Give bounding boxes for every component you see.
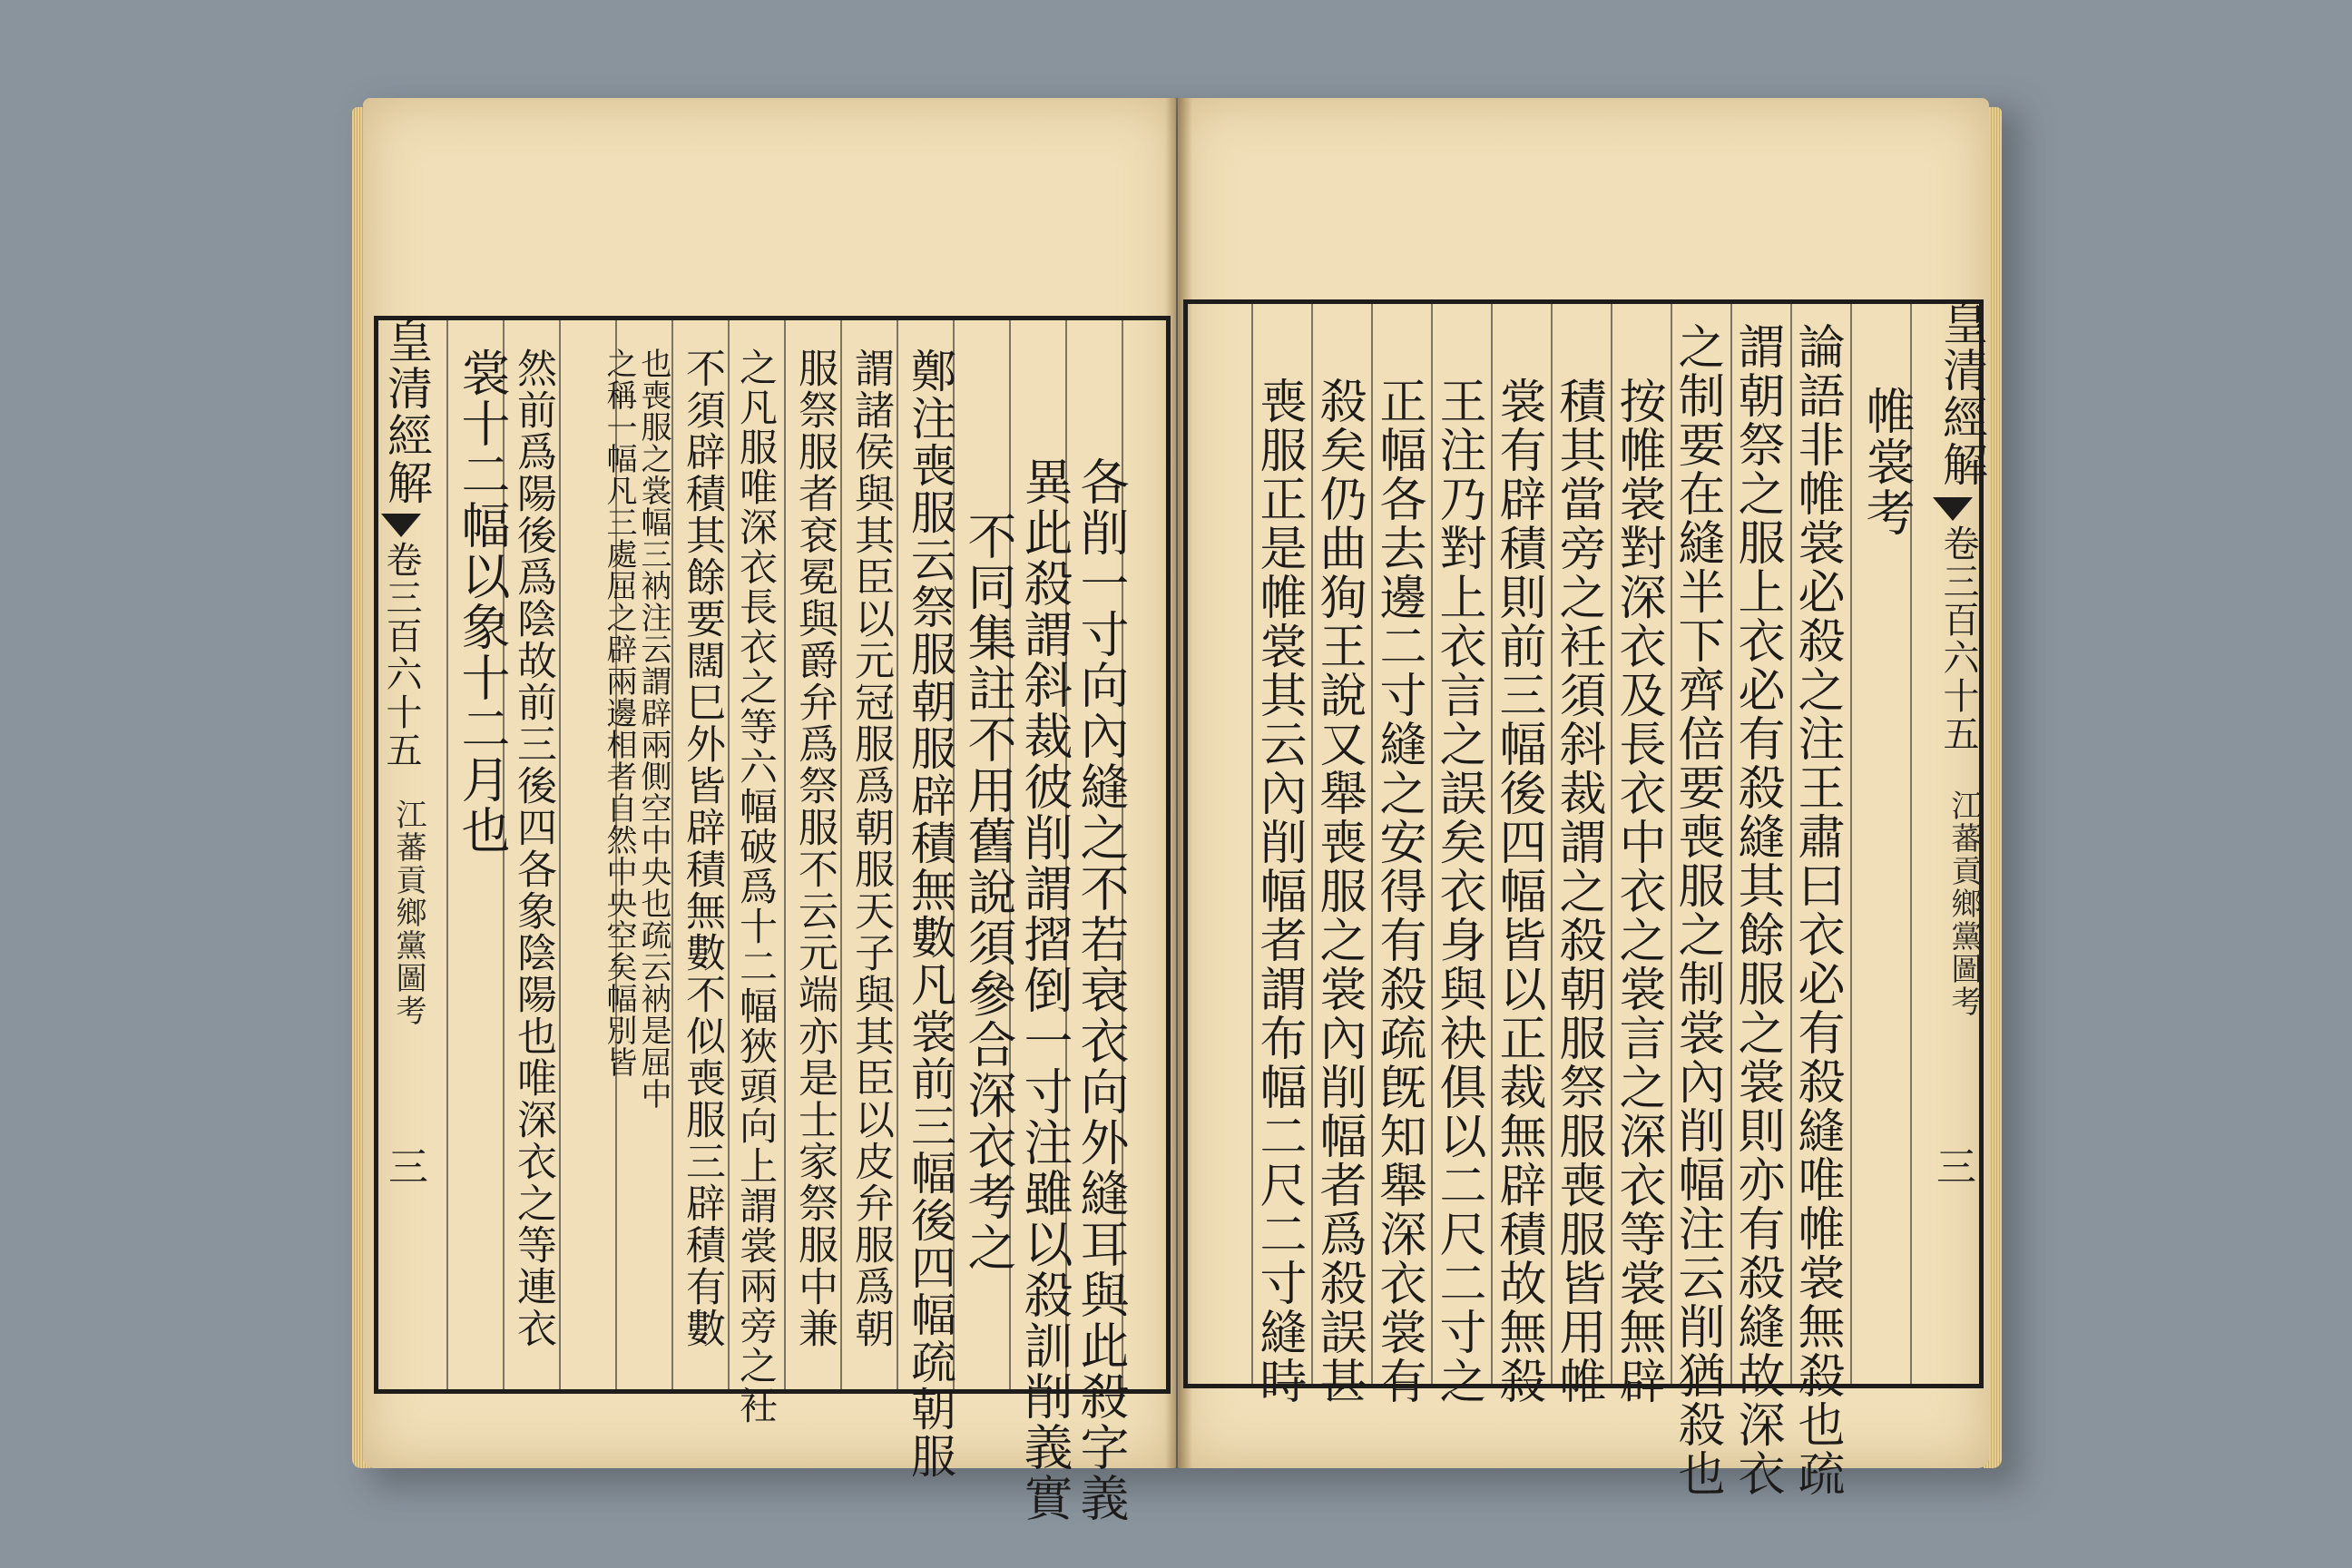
right-col-5: 積其當旁之衽須斜裁謂之殺朝服祭服喪服皆用帷 xyxy=(1551,377,1605,1406)
left-col-11: 然前爲陽後爲陰故前三後四各象陰陽也唯深衣之等連衣 xyxy=(510,348,556,1349)
left-margin-subtitle: 江蕃貢鄉黨圖考 xyxy=(390,799,426,1027)
right-col-6: 裳有辟積則前三幅後四幅皆以正裁無辟積故無殺 xyxy=(1491,377,1545,1406)
right-col-10: 喪服正是帷裳其云內削幅者謂布幅二尺二寸縫時 xyxy=(1251,377,1306,1406)
right-col-2: 謂朝祭之服上衣必有殺縫其餘服之裳則亦有殺縫故深衣 xyxy=(1730,322,1784,1498)
left-text-frame xyxy=(374,316,1171,1524)
right-col-3: 之制要在縫半下齊倍要喪服之制裳內削幅注云削猶殺也 xyxy=(1670,322,1724,1498)
left-col-9: 也喪服之裳幅三衲注云謂辟兩側空中央也疏云衲是屈中 xyxy=(635,348,671,1110)
left-col-3: 不同集註不用舊說須參合深衣考之 xyxy=(960,511,1017,1273)
left-col-2: 異此殺謂斜裁彼削謂摺倒一寸注雖以殺訓削義實 xyxy=(1016,456,1073,1524)
right-text-frame xyxy=(1183,299,1984,1498)
left-col-8: 不須辟積其餘要闊巳外皆辟積無數不似喪服三辟積有數 xyxy=(679,348,725,1349)
left-col-4: 鄭注喪服云祭服朝服辟積無數凡裳前三幅後四幅疏朝服 xyxy=(904,348,956,1480)
left-col-6: 服祭服者袞冕與爵弁爲祭服不云元端亦是士家祭服中兼 xyxy=(791,348,838,1349)
right-page-number: 三 xyxy=(1936,1144,1976,1191)
left-margin-title: 皇清經解 xyxy=(380,318,433,506)
right-fishtail-mark xyxy=(1933,497,1973,521)
right-col-4: 按帷裳對深衣及長衣中衣之裳言之深衣等裳無辟 xyxy=(1611,377,1665,1406)
right-margin-volume: 卷三百六十五 xyxy=(1937,524,1979,753)
right-margin-subtitle: 江蕃貢鄉黨圖考 xyxy=(1945,789,1982,1018)
left-col-1: 各削一寸向內縫之不若衰衣向外縫耳與此殺字義 xyxy=(1073,456,1130,1524)
left-col-7: 之凡服唯深衣長衣之等六幅破爲十二幅狹頭向上謂裳兩旁之衽 xyxy=(734,348,779,1426)
right-col-1: 論語非帷裳必殺之注王肅曰衣必有殺縫唯帷裳無殺也疏 xyxy=(1789,322,1844,1498)
right-section-title: 帷裳考 xyxy=(1858,386,1916,538)
left-margin-volume: 卷三百六十五 xyxy=(380,541,422,769)
left-col-10: 之稱一幅凡三處屈之辟兩邊相者自然中央空矣幅別皆 xyxy=(601,348,637,1078)
right-col-7: 王注乃對上衣言之誤矣衣身與袂俱以二尺二寸之 xyxy=(1431,377,1485,1406)
left-col-12: 裳十二幅以象十二月也 xyxy=(454,348,511,856)
left-col-5: 謂諸侯與其臣以元冠服爲朝服天子與其臣以皮弁服爲朝 xyxy=(848,348,894,1349)
left-page-number: 三 xyxy=(388,1144,428,1191)
right-margin-title: 皇清經解 xyxy=(1936,299,1988,488)
right-col-9: 殺矣仍曲狥王說又舉喪服之裳內削幅者爲殺誤甚 xyxy=(1311,377,1366,1406)
right-col-8: 正幅各去邊二寸縫之安得有殺疏旣知舉深衣裳有 xyxy=(1371,377,1426,1406)
